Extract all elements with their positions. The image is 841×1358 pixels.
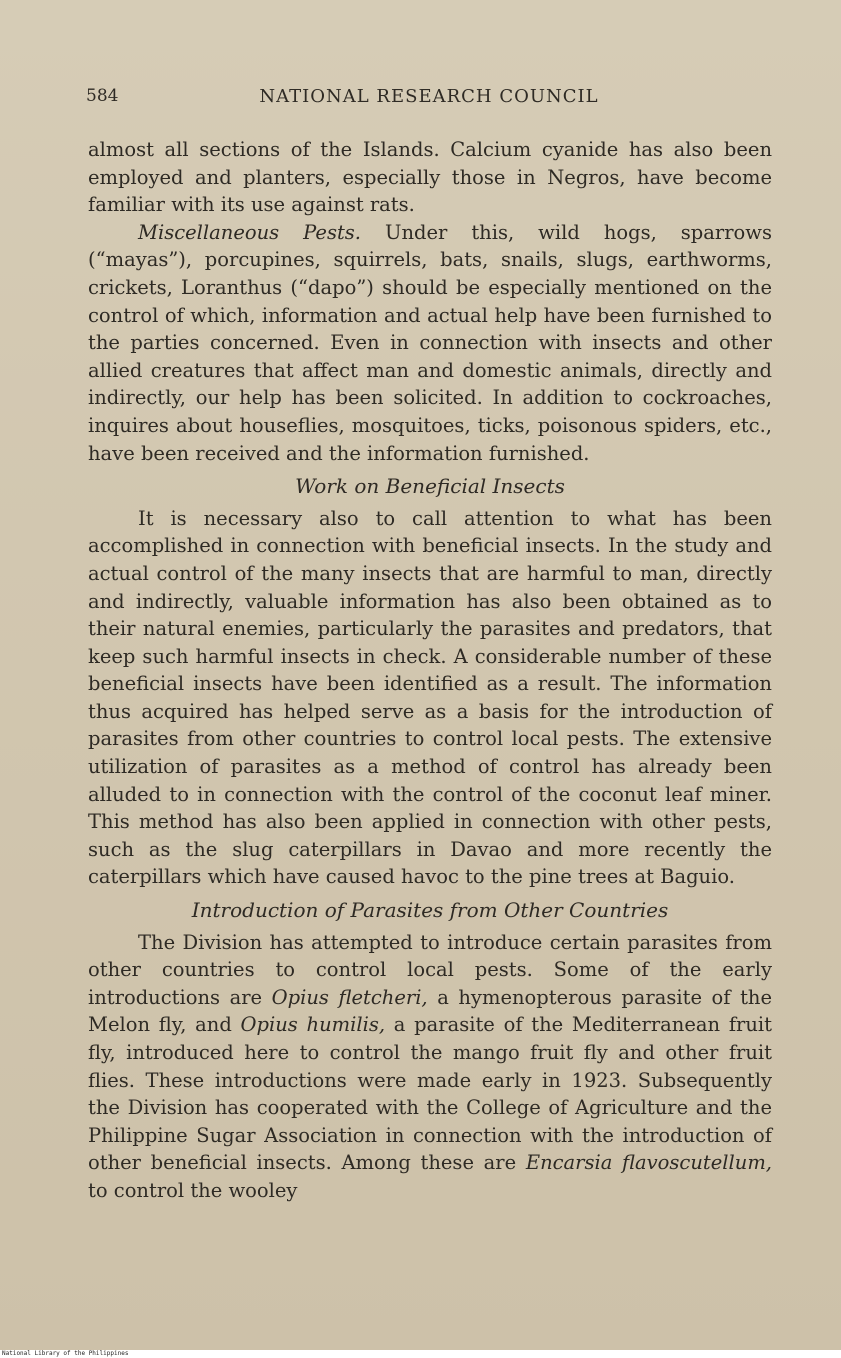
paragraph-text: The Division has attempted to introduce certain parasites from other countries to control local pests. Some of the early introductions are: [88, 930, 772, 1009]
page-header: [86, 86, 772, 114]
paragraph-beneficial-insects: It is necessary also to call attention to what has been accomplished in connection with beneficial insects. In the study and actual control of the many insects that are harmful to man, directly and indirectly, valuable information has also been obtained as to their natural enemies, particularly the parasites and predators, that keep such harmful insects in check. A considerable number of these beneficial insects have been identified as a result. The information thus acquired has helped serve as a basis for the introduction of parasites from other countries to control local pests. The extensive utilization of parasites as a method of control has already been alluded to in connection with the control of the coconut leaf miner. This method has also been applied in connection with other pests, such as the slug caterpillars in Davao and more recently the caterpillars which have caused havoc to the pine trees at Baguio.: [88, 506, 772, 889]
paragraph-miscellaneous-pests: [88, 219, 772, 467]
page-number: 584: [86, 86, 119, 106]
paragraph-lead-italic: Miscellaneous Pests.: [138, 220, 362, 244]
species-name: Opius fletcheri,: [271, 985, 428, 1009]
paragraph-introduction-parasites: [88, 929, 772, 1205]
paragraph-text: to control the wooley: [88, 1178, 298, 1202]
section-heading-introduction-parasites: Introduction of Parasites from Other Countries: [191, 898, 669, 923]
paragraph-text: a parasite of the Mediterranean fruit fly, introduced here to control the mango fruit fly and other fruit flies. These introductions were made early in 1923. Subsequently the Division has cooperated with the College of Agriculture and the Philippine Sugar Association in connection with the introduction of other beneficial insects. Among these are: [88, 1013, 772, 1175]
page-body: [88, 136, 772, 1205]
paragraph-text: a hymenopterous parasite of the Melon fly, and: [88, 985, 773, 1037]
species-name: Encarsia flavoscutellum,: [525, 1151, 773, 1175]
species-name: Opius humilis,: [240, 1013, 386, 1037]
section-heading-beneficial-insects: Work on Beneficial Insects: [295, 474, 565, 499]
running-title: NATIONAL RESEARCH COUNCIL: [259, 86, 599, 107]
paragraph-continued: almost all sections of the Islands. Calcium cyanide has also been employed and planters, especially those in Negros, have become familiar with its use against rats.: [88, 138, 772, 217]
paragraph-text: Under this, wild hogs, sparrows (“mayas”), porcupines, squirrels, bats, snails, slugs, earthworms, crickets, Loranthus (“dapo”) should be especially mentioned on the control of which, information and actual help have been furnished to the parties concerned. Even in connection with insects and other allied creatures that affect man and domestic animals, directly and indirectly, our help has been solicited. In addition to cockroaches, inquires about houseflies, mosquitoes, ticks, poisonous spiders, etc., have been received and the information furnished.: [88, 220, 772, 465]
footer-credit: National Library of the Philippines: [0, 1350, 841, 1358]
